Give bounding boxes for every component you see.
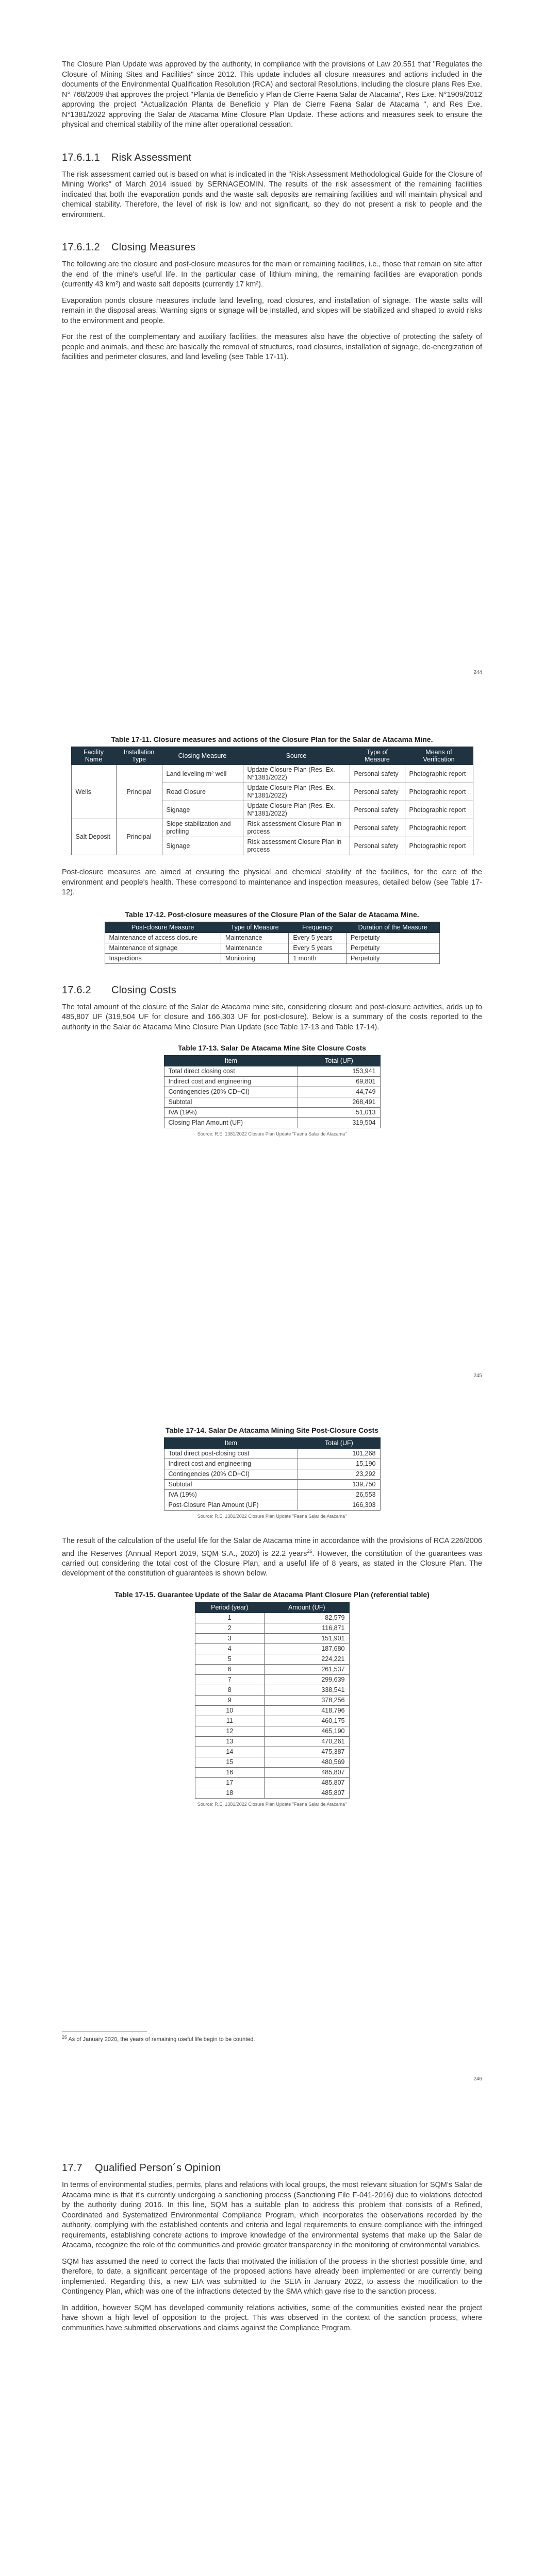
col-header: Installation Type: [116, 747, 162, 765]
footnotes: [62, 2031, 482, 2043]
table-cell: 299,639: [265, 1674, 349, 1685]
table-cell: 15,190: [298, 1459, 380, 1469]
table-cell: 480,569: [265, 1757, 349, 1767]
footnote-reference: 26: [307, 1548, 312, 1554]
table-cell: Personal safety: [350, 819, 405, 837]
footnote-text: As of January 2020, the years of remaining useful life begin to be counted.: [68, 2036, 255, 2043]
table-row: [195, 1685, 349, 1695]
table-cell: Maintenance: [221, 933, 289, 943]
table-cell: Risk assessment Closure Plan in process: [243, 837, 350, 855]
opinion-paragraph-2: SQM has assumed the need to correct the facts that motivated the initiation of the process in the shortest possible time, and therefore, to date, a significant percentage of the proposed actions have already been implemented or are currently being implemented. Regarding this, a new EIA was submitted to the SEIA in January 2022, to assess the modification to the Contingency Plan, which was one of the infractions detected by the SMA which gave rise to the sanction process.: [62, 2257, 482, 2296]
table-cell: Signage: [162, 801, 243, 819]
table-header-row: [164, 1438, 380, 1449]
table-header-row: [71, 747, 473, 765]
table-17-13-caption: Table 17-13. Salar De Atacama Mine Site Closure Costs: [178, 1044, 366, 1052]
table-cell: 139,750: [298, 1480, 380, 1490]
col-header: Amount (UF): [265, 1602, 349, 1613]
table-cell: 261,537: [265, 1664, 349, 1674]
col-header: Total (UF): [298, 1056, 380, 1066]
installation-type-cell: Principal: [116, 765, 162, 819]
section-title: Risk Assessment: [111, 151, 192, 163]
table-cell: 44,749: [298, 1087, 380, 1097]
table-cell: 470,261: [265, 1736, 349, 1747]
table-cell: 82,579: [265, 1613, 349, 1623]
closing-measures-paragraph-2: Evaporation ponds closure measures include land leveling, road closures, and installation of signage. The waste salts will remain in the disposal areas. Warning signs or signage will be installed, and slopes will be stabilized and shaped to avoid risks to the environment and people.: [62, 296, 482, 325]
table-cell: Contingencies (20% CD+CI): [164, 1087, 298, 1097]
post-closure-paragraph: Post-closure measures are aimed at ensuring the physical and chemical stability of the facilities, for the care of the environment and people's health. These correspond to maintenance and inspection measures, detailed below (see Table 17-12).: [62, 868, 482, 896]
document-page-244: [0, 0, 544, 703]
table-cell: Personal safety: [350, 801, 405, 819]
table-cell: 23,292: [298, 1469, 380, 1480]
footnote-26: [62, 2035, 482, 2043]
table-cell: 224,221: [265, 1654, 349, 1664]
col-header: Total (UF): [298, 1438, 380, 1449]
table-cell: 153,941: [298, 1066, 380, 1077]
section-title: Qualified Person´s Opinion: [95, 2162, 221, 2174]
table-cell: 15: [195, 1757, 265, 1767]
table-row: [195, 1674, 349, 1685]
table-row: [195, 1664, 349, 1674]
table-row: [164, 1469, 380, 1480]
table-row: [164, 1087, 380, 1097]
table-17-11: [71, 747, 473, 855]
table-cell: Perpetuity: [346, 953, 439, 963]
table-cell: 6: [195, 1664, 265, 1674]
table-cell: Slope stabilization and profiling: [162, 819, 243, 837]
col-header: Type of Measure: [221, 922, 289, 933]
col-header: Means of Verification: [405, 747, 473, 765]
section-title: Closing Costs: [111, 984, 176, 996]
table-cell: 1: [195, 1613, 265, 1623]
table-cell: 166,303: [298, 1500, 380, 1511]
closing-measures-paragraph-3: For the rest of the complementary and auxiliary facilities, the measures also have the objective of protecting the safety of people and animals, and these are basically the removal of structures, road closures, installation of signage, de-energization of facilities and perimeter closures, and land leveling (see Table 17-11).: [62, 333, 482, 361]
table-cell: Land leveling m² well: [162, 765, 243, 783]
table-cell: 10: [195, 1705, 265, 1716]
table-row: [164, 1459, 380, 1469]
table-row: [195, 1716, 349, 1726]
table-cell: 319,504: [298, 1118, 380, 1128]
table-cell: 378,256: [265, 1695, 349, 1705]
table-cell: 5: [195, 1654, 265, 1664]
table-cell: Photographic report: [405, 819, 473, 837]
table-row: [195, 1736, 349, 1747]
table-row: [164, 1066, 380, 1077]
table-row: [164, 1480, 380, 1490]
table-cell: 26,553: [298, 1490, 380, 1500]
table-cell: Perpetuity: [346, 933, 439, 943]
table-cell: 3: [195, 1633, 265, 1643]
table-cell: 187,680: [265, 1643, 349, 1654]
table-cell: 338,541: [265, 1685, 349, 1695]
table-cell: Subtotal: [164, 1097, 298, 1108]
table-row: [195, 1705, 349, 1716]
document-page-245: [0, 703, 544, 1406]
page-body: [62, 2162, 482, 2340]
table-17-15: [195, 1602, 350, 1799]
page-number: 245: [473, 1373, 482, 1379]
table-row: [105, 953, 439, 963]
col-header: Facility Name: [71, 747, 116, 765]
table-row: [195, 1777, 349, 1788]
heading-closing-measures: [62, 242, 482, 253]
table-17-14-source: Source: R.E. 1381/2022 Closure Plan Update "Faena Salar de Atacama": [197, 1514, 347, 1519]
table-cell: Risk assessment Closure Plan in process: [243, 819, 350, 837]
table-row: [164, 1449, 380, 1459]
heading-risk-assessment: [62, 152, 482, 164]
table-cell: 485,807: [265, 1767, 349, 1777]
table-17-13: [164, 1055, 381, 1128]
table-17-12: [105, 922, 440, 964]
closing-measures-paragraph-1: The following are the closure and post-closure measures for the main or remaining facilities, i.e., those that remain on site after the end of the mine's useful life. In the particular case of lithium mining, the remaining facilities are evaporation ponds (currently 43 km²) and waste salt deposits (currently 17 km²).: [62, 260, 482, 289]
table-cell: Photographic report: [405, 765, 473, 783]
table-cell: 485,807: [265, 1777, 349, 1788]
table-row: [195, 1633, 349, 1643]
table-row: [164, 1490, 380, 1500]
table-cell: IVA (19%): [164, 1108, 298, 1118]
table-cell: Indirect cost and engineering: [164, 1459, 298, 1469]
table-cell: Total direct closing cost: [164, 1066, 298, 1077]
section-title: Closing Measures: [111, 242, 196, 253]
heading-closing-costs: [62, 985, 482, 996]
table-cell: 14: [195, 1747, 265, 1757]
table-cell: 460,175: [265, 1716, 349, 1726]
table-cell: Perpetuity: [346, 943, 439, 953]
table-row: [195, 1643, 349, 1654]
col-header: Period (year): [195, 1602, 265, 1613]
table-cell: 9: [195, 1695, 265, 1705]
col-header: Post-closure Measure: [105, 922, 221, 933]
table-17-15-source: Source: R.E. 1381/2022 Closure Plan Update "Faena Salar de Atacama": [197, 1801, 347, 1807]
table-cell: Every 5 years: [289, 933, 347, 943]
table-17-12-caption: Table 17-12. Post-closure measures of the Closure Plan of the Salar de Atacama Mine.: [125, 910, 419, 919]
table-cell: Update Closure Plan (Res. Ex. N°1381/2022): [243, 801, 350, 819]
table-cell: Signage: [162, 837, 243, 855]
footnote-number: 26: [62, 2035, 68, 2040]
table-cell: 485,807: [265, 1788, 349, 1798]
table-cell: IVA (19%): [164, 1490, 298, 1500]
table-cell: 18: [195, 1788, 265, 1798]
document-page-246: [0, 1406, 544, 2110]
table-cell: 151,901: [265, 1633, 349, 1643]
table-cell: 418,796: [265, 1705, 349, 1716]
table-cell: 16: [195, 1767, 265, 1777]
col-header: Item: [164, 1438, 298, 1449]
table-cell: Closing Plan Amount (UF): [164, 1118, 298, 1128]
table-cell: Inspections: [105, 953, 221, 963]
closing-costs-paragraph: The total amount of the closure of the Salar de Atacama mine site, considering closure and post-closure activities, adds up to 485,807 UF (319,504 UF for closure and 166,303 UF for post-closure). Below is a summary of the costs reported to the authority in the Salar de Atacama Mine Closure Plan Update (see Table 17-13 and Table 17-14).: [62, 1003, 482, 1031]
table-cell: 475,387: [265, 1747, 349, 1757]
table-cell: 69,801: [298, 1077, 380, 1087]
table-header-row: [195, 1602, 349, 1613]
table-row: [195, 1654, 349, 1664]
table-cell: Update Closure Plan (Res. Ex. N°1381/2022): [243, 765, 350, 783]
table-row: [105, 933, 439, 943]
table-17-14-caption: Table 17-14. Salar De Atacama Mining Site Post-Closure Costs: [165, 1426, 379, 1434]
page-body: [62, 735, 482, 1137]
table-cell: Maintenance: [221, 943, 289, 953]
table-cell: Post-Closure Plan Amount (UF): [164, 1500, 298, 1511]
table-cell: Maintenance of access closure: [105, 933, 221, 943]
opinion-paragraph-3: In addition, however SQM has developed community relations activities, some of the communities existed near the project have shown a high level of opposition to the project. This was observed in the context of the sanction process, where communities have submitted observations and claims against the Compliance Program.: [62, 2303, 482, 2332]
table-cell: Personal safety: [350, 837, 405, 855]
table-row: [105, 943, 439, 953]
table-row: [195, 1767, 349, 1777]
table-cell: 4: [195, 1643, 265, 1654]
table-cell: 465,190: [265, 1726, 349, 1736]
table-row: [195, 1757, 349, 1767]
table-cell: 116,871: [265, 1623, 349, 1633]
table-cell: Maintenance of signage: [105, 943, 221, 953]
table-cell: Personal safety: [350, 783, 405, 801]
table-cell: 11: [195, 1716, 265, 1726]
table-row: [195, 1613, 349, 1623]
page-number: 244: [473, 670, 482, 675]
page-number: 246: [473, 2076, 482, 2082]
table-row: [164, 1097, 380, 1108]
table-row: [164, 1108, 380, 1118]
table-cell: Every 5 years: [289, 943, 347, 953]
table-cell: 2: [195, 1623, 265, 1633]
facility-cell: Salt Deposit: [71, 819, 116, 855]
document-page-247: [0, 2110, 544, 2576]
col-header: Frequency: [289, 922, 347, 933]
table-cell: 17: [195, 1777, 265, 1788]
table-cell: 101,268: [298, 1449, 380, 1459]
table-row: [71, 819, 473, 837]
col-header: Closing Measure: [162, 747, 243, 765]
table-row: [164, 1118, 380, 1128]
useful-life-text-b: . However, the constitution of the guarantees was carried out considering the total cost of the Closure Plan, and a useful life of 8 years, as stated in the Closure Plan. The development of the constitution of guarantees is shown below.: [62, 1549, 482, 1578]
facility-cell: Wells: [71, 765, 116, 819]
table-cell: Contingencies (20% CD+CI): [164, 1469, 298, 1480]
section-number: 17.6.2: [62, 984, 91, 996]
table-cell: Update Closure Plan (Res. Ex. N°1381/2022): [243, 783, 350, 801]
installation-type-cell: Principal: [116, 819, 162, 855]
opinion-paragraph-1: In terms of environmental studies, permits, plans and relations with local groups, the most relevant situation for SQM's Salar de Atacama mine is that it's currently undergoing a sanctioning process (Sanctioning File F-041-2016) due to violations detected by the authority during 2016. In this line, SQM has a suitable plan to address this problem that consists of a Refined, Coordinated and Systematized Environmental Compliance Program, which incorporates the observations recorded by the authority, complying with the established contents and criteria and legal requirements to ensure compliance with the infringed requirements, establishing concrete actions to improve knowledge of the environmental systems that make up the Salar de Atacama, recognize the role of the communities and provide greater transparency in the monitoring of environmental variables.: [62, 2181, 482, 2249]
table-cell: 7: [195, 1674, 265, 1685]
table-row: [195, 1695, 349, 1705]
risk-assessment-paragraph: The risk assessment carried out is based on what is indicated in the "Risk Assessment Methodological Guide for the Closure of Mining Works" of March 2014 issued by SERNAGEOMIN. The results of the risk assessment of the remaining facilities indicated that both the evaporation ponds and the waste salt deposits are remaining facilities and will maintain physical and chemical stability. Therefore, the level of risk is low and not significant, so they do not present a risk to people and the environment.: [62, 170, 482, 219]
table-cell: Subtotal: [164, 1480, 298, 1490]
table-header-row: [164, 1056, 380, 1066]
table-row: [164, 1500, 380, 1511]
section-number: 17.7: [62, 2162, 83, 2174]
table-cell: Indirect cost and engineering: [164, 1077, 298, 1087]
table-cell: 1 month: [289, 953, 347, 963]
table-cell: Photographic report: [405, 783, 473, 801]
table-row: [164, 1077, 380, 1087]
col-header: Source: [243, 747, 350, 765]
table-cell: 268,491: [298, 1097, 380, 1108]
table-17-11-caption: Table 17-11. Closure measures and actions of the Closure Plan for the Salar de Atacama Mine.: [111, 735, 433, 743]
table-cell: 8: [195, 1685, 265, 1695]
table-row: [195, 1726, 349, 1736]
useful-life-text-a: The result of the calculation of the useful life for the Salar de Atacama mine in accordance with the provisions of RCA 226/2006 and the Reserves (Annual Report 2019, SQM S.A., 2020) is 22.2 years: [62, 1537, 482, 1558]
table-cell: Photographic report: [405, 837, 473, 855]
table-cell: Monitoring: [221, 953, 289, 963]
table-row: [195, 1788, 349, 1798]
table-cell: 51,013: [298, 1108, 380, 1118]
section-number: 17.6.1.2: [62, 242, 100, 253]
table-header-row: [105, 922, 439, 933]
page-body: [62, 60, 482, 369]
table-cell: Personal safety: [350, 765, 405, 783]
intro-paragraph: The Closure Plan Update was approved by the authority, in compliance with the provisions of Law 20.551 that "Regulates the Closure of Mining Sites and Facilities" since 2012. This update includes all closure measures and actions included in the documents of the Environmental Qualification Resolution (RCA) and sectoral Resolutions, including the closure plans Res Exe. N° 768/2009 that approves the project "Planta de Beneficio y Plan de Cierre Faena Salar de Atacama", Res Exe. N°1909/2012 approving the project "Actualización Planta de Beneficio y Plan de Cierre Faena Salar de Atacama ", and Res Exe. N°1381/2022 approving the Salar de Atacama Mine Closure Plan Update. These actions and measures seek to ensure the physical and chemical stability of the mine after operational cessation.: [62, 60, 482, 129]
table-row: [71, 765, 473, 783]
heading-qualified-person-opinion: [62, 2162, 482, 2174]
table-17-13-source: Source: R.E. 1381/2022 Closure Plan Update "Faena Salar de Atacama": [197, 1131, 347, 1137]
table-row: [195, 1747, 349, 1757]
section-number: 17.6.1.1: [62, 151, 100, 163]
table-cell: 12: [195, 1726, 265, 1736]
table-cell: Total direct post-closing cost: [164, 1449, 298, 1459]
col-header: Item: [164, 1056, 298, 1066]
table-cell: Photographic report: [405, 801, 473, 819]
useful-life-paragraph: [62, 1536, 482, 1579]
table-cell: 13: [195, 1736, 265, 1747]
col-header: Type of Measure: [350, 747, 405, 765]
col-header: Duration of the Measure: [346, 922, 439, 933]
table-cell: Road Closure: [162, 783, 243, 801]
table-17-15-caption: Table 17-15. Guarantee Update of the Salar de Atacama Plant Closure Plan (referential table): [114, 1590, 430, 1599]
table-17-14: [164, 1437, 381, 1511]
table-row: [195, 1623, 349, 1633]
page-body: [62, 1426, 482, 1807]
